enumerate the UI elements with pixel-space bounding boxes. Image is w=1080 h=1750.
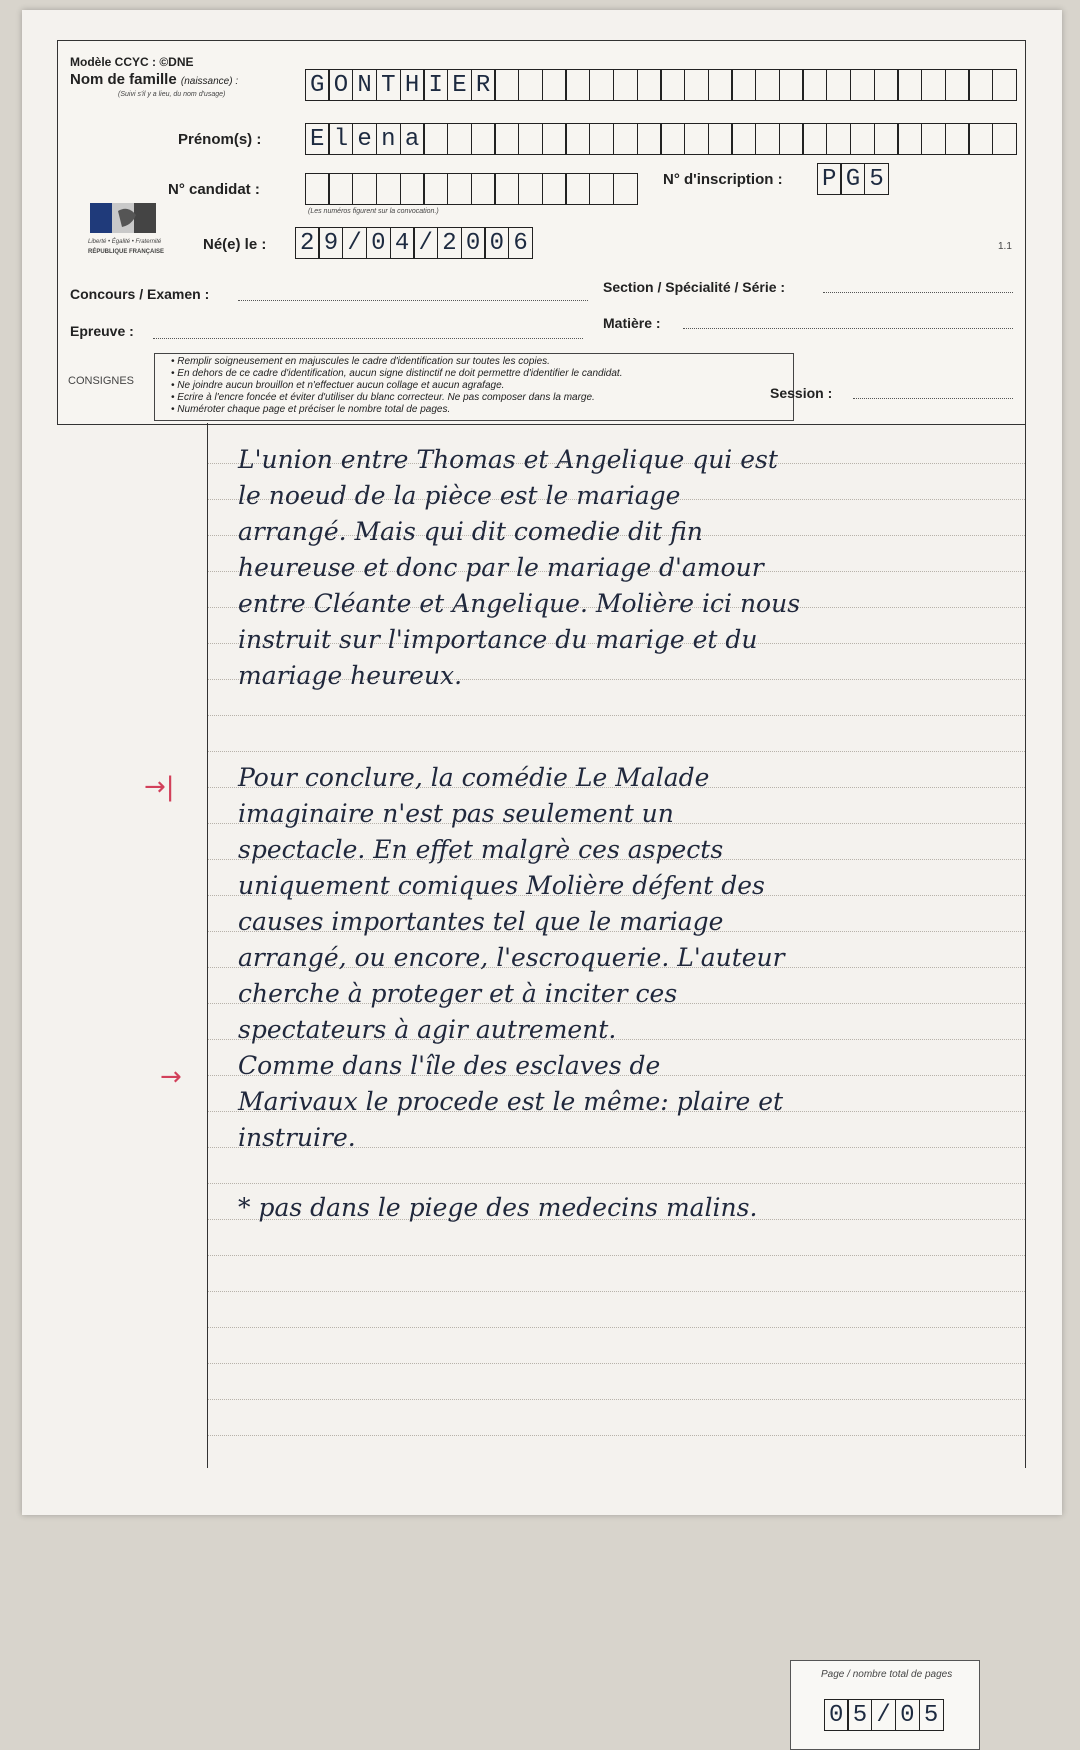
char-box: I [423, 69, 448, 101]
version-label: 1.1 [998, 241, 1012, 252]
char-box: / [342, 227, 367, 259]
char-box: l [328, 123, 353, 155]
char-box [542, 123, 567, 155]
char-box: 0 [366, 227, 391, 259]
handwritten-line: * pas dans le piege des medecins malins. [238, 1193, 758, 1222]
char-box [968, 123, 993, 155]
ruled-line [208, 1327, 1025, 1328]
char-box [921, 69, 946, 101]
birthdate-boxes[interactable] [296, 227, 533, 259]
char-box: G [840, 163, 865, 195]
char-box [637, 69, 662, 101]
char-box [684, 123, 709, 155]
ruled-line [208, 1435, 1025, 1436]
consignes-label: CONSIGNES [68, 375, 135, 387]
char-box [613, 123, 638, 155]
family-hint: (Suivi s'il y a lieu, du nom d'usage) [118, 91, 226, 98]
char-box [874, 69, 899, 101]
ruled-line [208, 1183, 1025, 1184]
char-box: 5 [864, 163, 889, 195]
char-box [874, 123, 899, 155]
char-box [968, 69, 993, 101]
marianne-icon [88, 201, 198, 271]
session-label: Session : [770, 385, 833, 401]
matiere-field[interactable] [683, 327, 1013, 329]
char-box: E [447, 69, 472, 101]
char-box [755, 123, 780, 155]
char-box [921, 123, 946, 155]
char-box: 0 [484, 227, 509, 259]
page-label: Page / nombre total de pages [821, 1669, 953, 1680]
consigne-item: • Ecrire à l'encre foncée et éviter d'utiliser du blanc correcteur. Ne pas composer dans la marge. [171, 392, 787, 404]
firstname-boxes[interactable] [306, 123, 1017, 155]
char-box [352, 173, 377, 205]
char-box [565, 69, 590, 101]
handwritten-line: Marivaux le procede est le même: plaire et [238, 1087, 784, 1116]
char-box [708, 69, 733, 101]
char-box: 5 [847, 1699, 872, 1731]
ruled-line [208, 1255, 1025, 1256]
family-label: Nom de famille (naissance) : [70, 71, 239, 88]
candidate-hint: (Les numéros figurent sur la convocation.) [308, 208, 439, 215]
char-box [660, 123, 685, 155]
char-box [802, 69, 827, 101]
char-box [992, 123, 1017, 155]
char-box [589, 123, 614, 155]
char-box [779, 69, 804, 101]
char-box: 5 [919, 1699, 944, 1731]
matiere-label: Matière : [603, 315, 661, 331]
char-box [897, 69, 922, 101]
char-box [447, 173, 472, 205]
char-box [731, 69, 756, 101]
handwritten-line: imaginaire n'est pas seulement un [238, 799, 674, 828]
char-box [518, 173, 543, 205]
firstname-label: Prénom(s) : [178, 131, 262, 148]
section-label: Section / Spécialité / Série : [603, 279, 786, 295]
handwritten-line: cherche à proteger et à inciter ces [238, 979, 678, 1008]
char-box [518, 123, 543, 155]
char-box [565, 123, 590, 155]
char-box: G [305, 69, 330, 101]
char-box: 0 [824, 1699, 849, 1731]
candidate-label: N° candidat : [168, 181, 260, 198]
ruled-line [208, 751, 1025, 752]
page-number-boxes[interactable] [825, 1699, 944, 1731]
candidate-number-boxes[interactable] [306, 173, 638, 205]
consigne-item: • En dehors de ce cadre d'identification, aucun signe distinctif ne doit permettre d'identifier le candidat. [171, 368, 787, 380]
consigne-item: • Ne joindre aucun brouillon et n'effectuer aucun collage et aucun agrafage. [171, 380, 787, 392]
epreuve-field[interactable] [153, 337, 583, 339]
handwritten-line: spectateurs à agir autrement. [238, 1015, 617, 1044]
char-box [755, 69, 780, 101]
char-box [518, 69, 543, 101]
inscription-boxes[interactable] [818, 163, 889, 195]
consigne-item: • Remplir soigneusement en majuscules le cadre d'identification sur toutes les copies. [171, 356, 787, 368]
char-box [684, 69, 709, 101]
char-box [945, 123, 970, 155]
char-box [850, 123, 875, 155]
char-box [613, 69, 638, 101]
char-box [542, 69, 567, 101]
handwritten-line: arrangé. Mais qui dit comedie dit fin [238, 517, 703, 546]
handwritten-line: mariage heureux. [238, 661, 463, 690]
handwritten-line: le noeud de la pièce est le mariage [238, 481, 681, 510]
char-box: / [413, 227, 438, 259]
ruled-line [208, 715, 1025, 716]
handwritten-line: entre Cléante et Angelique. Molière ici nous [238, 589, 801, 618]
char-box [897, 123, 922, 155]
char-box: N [352, 69, 377, 101]
char-box: 2 [295, 227, 320, 259]
char-box [779, 123, 804, 155]
handwritten-line: Pour conclure, la comédie Le Malade [238, 763, 710, 792]
char-box [447, 123, 472, 155]
char-box [802, 123, 827, 155]
char-box: H [400, 69, 425, 101]
char-box: n [376, 123, 401, 155]
char-box [494, 123, 519, 155]
char-box [660, 69, 685, 101]
ruled-line [208, 1291, 1025, 1292]
char-box [494, 173, 519, 205]
epreuve-label: Epreuve : [70, 323, 134, 339]
red-arrow-mark: → [160, 1062, 182, 1092]
char-box: 4 [390, 227, 415, 259]
char-box [945, 69, 970, 101]
char-box [471, 123, 496, 155]
republic-logo: Liberté • Égalité • Fraternité RÉPUBLIQUE FRANÇAISE [88, 201, 198, 271]
session-field[interactable] [853, 397, 1013, 399]
char-box [731, 123, 756, 155]
char-box [637, 123, 662, 155]
handwritten-line: heureuse et donc par le mariage d'amour [238, 553, 764, 582]
consigne-item: • Numéroter chaque page et préciser le nombre total de pages. [171, 404, 787, 416]
handwritten-line: causes importantes tel que le mariage [238, 907, 724, 936]
char-box [589, 69, 614, 101]
char-box [376, 173, 401, 205]
handwritten-line: instruire. [238, 1123, 356, 1152]
char-box: 6 [508, 227, 533, 259]
char-box: O [328, 69, 353, 101]
concours-label: Concours / Examen : [70, 286, 210, 302]
char-box: 0 [461, 227, 486, 259]
char-box [613, 173, 638, 205]
section-field[interactable] [823, 291, 1013, 293]
char-box [589, 173, 614, 205]
char-box [423, 123, 448, 155]
char-box: E [305, 123, 330, 155]
char-box [328, 173, 353, 205]
answer-area[interactable] [207, 423, 1026, 1468]
char-box [708, 123, 733, 155]
char-box: 2 [437, 227, 462, 259]
handwritten-line: spectacle. En effet malgrè ces aspects [238, 835, 724, 864]
handwritten-line: instruit sur l'importance du marige et du [238, 625, 758, 654]
model-label: Modèle CCYC : ©DNE [70, 55, 194, 69]
page-number-frame [790, 1660, 980, 1750]
concours-field[interactable] [238, 299, 588, 301]
consignes-box [154, 353, 794, 421]
char-box: R [471, 69, 496, 101]
ruled-line [208, 1399, 1025, 1400]
char-box [400, 173, 425, 205]
char-box [826, 123, 851, 155]
ruled-line [208, 1363, 1025, 1364]
char-box: 0 [895, 1699, 920, 1731]
char-box [423, 173, 448, 205]
family-name-boxes[interactable] [306, 69, 1017, 101]
char-box [850, 69, 875, 101]
born-label: Né(e) le : [203, 236, 267, 253]
char-box [305, 173, 330, 205]
char-box [542, 173, 567, 205]
char-box: P [817, 163, 842, 195]
char-box: / [871, 1699, 896, 1731]
handwritten-line: L'union entre Thomas et Angelique qui est [238, 445, 778, 474]
char-box [826, 69, 851, 101]
handwritten-line: uniquement comiques Molière défent des [238, 871, 765, 900]
handwritten-line: Comme dans l'île des esclaves de [238, 1051, 661, 1080]
handwritten-line: arrangé, ou encore, l'escroquerie. L'auteur [238, 943, 785, 972]
inscription-label: N° d'inscription : [663, 171, 783, 188]
identification-frame [57, 40, 1026, 425]
char-box [494, 69, 519, 101]
char-box: a [400, 123, 425, 155]
char-box: e [352, 123, 377, 155]
char-box [471, 173, 496, 205]
char-box [992, 69, 1017, 101]
red-arrow-mark: →| [144, 772, 175, 802]
char-box: T [376, 69, 401, 101]
char-box [565, 173, 590, 205]
char-box: 9 [318, 227, 343, 259]
exam-sheet [22, 10, 1062, 1729]
